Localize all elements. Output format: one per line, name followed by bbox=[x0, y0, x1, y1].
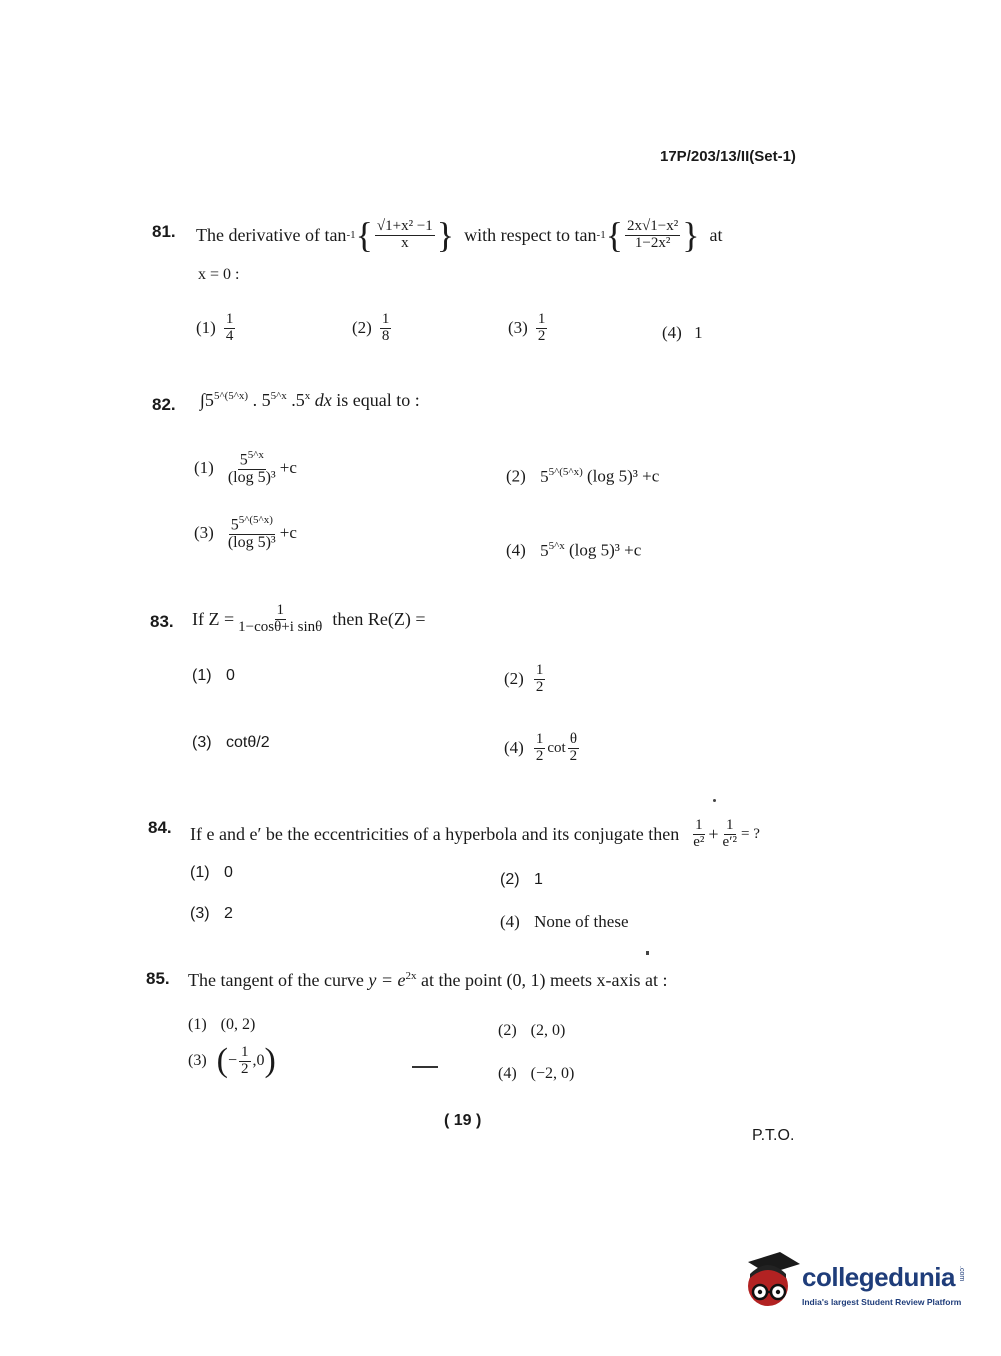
left-paren: ( bbox=[216, 1042, 228, 1079]
numerator: 1 bbox=[695, 817, 703, 833]
stem-text: = ? bbox=[740, 825, 760, 842]
option-3[interactable] bbox=[190, 905, 233, 923]
question-82-stem bbox=[200, 390, 420, 411]
numerator: 1 bbox=[537, 311, 546, 327]
exponent: 5^x bbox=[270, 390, 287, 402]
collegedunia-wordmark: collegedunia bbox=[802, 1262, 955, 1292]
option-4[interactable] bbox=[504, 732, 581, 765]
option-text: (log 5)³ +c bbox=[564, 540, 642, 560]
stem-text: is equal to : bbox=[331, 390, 420, 410]
fraction bbox=[236, 603, 324, 636]
numerator: 1 bbox=[726, 817, 734, 833]
option-label: (2) bbox=[504, 669, 524, 689]
stem-text: If e and e′ be the eccentricities of a hyperbola and its conjugate then bbox=[190, 823, 680, 844]
numerator bbox=[238, 450, 266, 470]
exponent: 5^(5^x) bbox=[213, 390, 249, 402]
question-number: 83. bbox=[150, 612, 174, 631]
option-text: cotθ/2 bbox=[226, 734, 270, 751]
option-text: (0, 2) bbox=[220, 1016, 256, 1033]
option-text: (2, 0) bbox=[530, 1022, 566, 1039]
option-label: (3) bbox=[188, 1052, 207, 1069]
right-paren: ) bbox=[264, 1042, 276, 1079]
option-2[interactable] bbox=[500, 871, 543, 889]
option-label: (2) bbox=[500, 871, 520, 888]
exponent: 2x bbox=[405, 970, 417, 982]
fraction bbox=[534, 732, 546, 765]
option-label: (1) bbox=[192, 667, 212, 684]
exponent: 5^(5^x) bbox=[548, 466, 583, 478]
page-number: ( 19 ) bbox=[444, 1112, 482, 1129]
stem-text: .5 bbox=[286, 390, 305, 410]
collegedunia-tagline: India's largest Student Review Platform bbox=[802, 1297, 962, 1307]
question-85-stem bbox=[188, 970, 667, 991]
fraction bbox=[226, 515, 278, 552]
option-1[interactable] bbox=[188, 1016, 255, 1034]
numerator: 1 bbox=[241, 1043, 249, 1060]
scan-speck bbox=[713, 799, 716, 802]
fraction bbox=[691, 818, 706, 851]
right-brace: } bbox=[436, 215, 455, 255]
numerator bbox=[229, 515, 275, 535]
operator: + bbox=[708, 823, 719, 844]
equation: y = e bbox=[368, 970, 406, 990]
option-4[interactable] bbox=[662, 323, 703, 343]
option-text: 0 bbox=[224, 864, 233, 881]
option-1[interactable] bbox=[192, 667, 235, 685]
denominator: 1−cosθ+i sinθ bbox=[238, 618, 323, 635]
stem-text: at the point (0, 1) meets x-axis at : bbox=[416, 970, 668, 990]
option-1[interactable] bbox=[194, 450, 297, 487]
option-1[interactable] bbox=[190, 864, 233, 882]
option-label: (4) bbox=[500, 912, 520, 931]
constant: +c bbox=[279, 523, 297, 543]
collegedunia-domain: .com bbox=[958, 1266, 965, 1282]
denominator: e′² bbox=[722, 833, 737, 850]
denominator: 2 bbox=[537, 327, 546, 344]
option-2[interactable] bbox=[352, 312, 393, 345]
stem-text: If Z = bbox=[192, 608, 235, 629]
option-text: 2 bbox=[224, 905, 233, 922]
base: 5 bbox=[540, 466, 549, 486]
option-label: (2) bbox=[506, 466, 526, 486]
numerator: √1+x² −1 bbox=[376, 217, 433, 234]
option-3[interactable] bbox=[192, 734, 270, 752]
fraction bbox=[568, 732, 580, 765]
option-label: (4) bbox=[662, 323, 682, 342]
right-brace: } bbox=[682, 215, 700, 255]
option-label: (1) bbox=[194, 458, 214, 478]
denominator: e² bbox=[693, 833, 705, 850]
base: 5 bbox=[540, 540, 549, 560]
denominator: 2 bbox=[241, 1060, 249, 1077]
numerator: 1 bbox=[535, 662, 544, 678]
question-81-stem-line2: x = 0 : bbox=[198, 266, 240, 283]
option-text: ,0 bbox=[252, 1052, 265, 1069]
denominator: 8 bbox=[381, 327, 390, 344]
stem-text: ∫5 bbox=[200, 390, 214, 410]
numerator: 1 bbox=[225, 311, 234, 327]
option-3[interactable] bbox=[508, 312, 549, 345]
numerator: 1 bbox=[381, 311, 390, 327]
option-text: 1 bbox=[534, 871, 543, 888]
question-number: 81. bbox=[152, 222, 176, 241]
option-3[interactable] bbox=[188, 1044, 276, 1078]
numerator: 1 bbox=[535, 731, 544, 747]
fraction bbox=[375, 219, 435, 252]
sign: − bbox=[227, 1052, 238, 1069]
exponent: 5^x bbox=[548, 540, 565, 552]
inverse-superscript: -1 bbox=[596, 229, 606, 241]
denominator: 4 bbox=[225, 327, 234, 344]
fraction bbox=[224, 312, 236, 345]
fraction bbox=[625, 219, 680, 252]
denominator: 2 bbox=[535, 678, 544, 695]
option-2[interactable] bbox=[506, 466, 659, 487]
fraction bbox=[380, 312, 392, 345]
numerator: θ bbox=[569, 731, 577, 747]
option-2[interactable] bbox=[504, 663, 547, 696]
stem-text: then Re(Z) = bbox=[332, 608, 426, 629]
pto-label: P.T.O. bbox=[752, 1127, 795, 1144]
inverse-superscript: -1 bbox=[346, 229, 356, 241]
option-text: (−2, 0) bbox=[530, 1065, 575, 1082]
option-2[interactable] bbox=[498, 1022, 565, 1040]
option-text: cot bbox=[547, 739, 566, 756]
scan-dash bbox=[412, 1066, 438, 1068]
option-4[interactable] bbox=[498, 1065, 574, 1083]
option-label: (1) bbox=[196, 318, 216, 338]
fraction bbox=[239, 1045, 251, 1078]
option-1[interactable] bbox=[196, 312, 237, 345]
exponent: x bbox=[304, 390, 311, 402]
option-label: (2) bbox=[498, 1022, 517, 1039]
option-label: (3) bbox=[190, 905, 210, 922]
option-label: (1) bbox=[190, 864, 210, 881]
denominator: 2 bbox=[535, 747, 544, 764]
exponent: 5^x bbox=[247, 449, 264, 461]
fraction bbox=[536, 312, 548, 345]
constant: +c bbox=[279, 458, 297, 478]
question-number: 82. bbox=[152, 395, 176, 414]
exponent: 5^(5^x) bbox=[238, 514, 273, 526]
left-brace: { bbox=[355, 215, 373, 255]
stem-text: dx bbox=[310, 390, 332, 410]
fraction bbox=[534, 663, 546, 696]
denominator: x bbox=[401, 234, 409, 251]
option-label: (4) bbox=[504, 738, 524, 758]
numerator: 1 bbox=[276, 602, 284, 618]
option-text: 0 bbox=[226, 667, 235, 684]
fraction bbox=[226, 450, 278, 487]
stem-text: . 5 bbox=[248, 390, 271, 410]
option-label: (4) bbox=[498, 1065, 517, 1082]
denominator: (log 5)³ bbox=[227, 534, 276, 552]
option-label: (3) bbox=[192, 734, 212, 751]
collegedunia-logo-icon bbox=[740, 1248, 804, 1312]
option-3[interactable] bbox=[194, 515, 297, 552]
question-81-stem bbox=[196, 203, 722, 267]
option-label: (1) bbox=[188, 1016, 207, 1033]
stem-text: with respect to tan bbox=[464, 224, 597, 245]
option-text: 1 bbox=[694, 323, 703, 342]
option-label: (4) bbox=[506, 540, 526, 560]
question-number: 84. bbox=[148, 818, 172, 837]
question-84-stem bbox=[190, 818, 760, 851]
base: 5 bbox=[239, 451, 248, 469]
scan-speck bbox=[646, 951, 649, 955]
stem-text: The tangent of the curve bbox=[188, 970, 369, 990]
question-number: 85. bbox=[146, 969, 170, 988]
question-83-stem bbox=[192, 603, 425, 636]
base: 5 bbox=[230, 516, 239, 534]
option-label: (3) bbox=[194, 523, 214, 543]
left-brace: { bbox=[605, 215, 623, 255]
option-4[interactable] bbox=[500, 912, 629, 932]
option-label: (3) bbox=[508, 318, 528, 338]
fraction bbox=[721, 818, 739, 851]
option-text: (log 5)³ +c bbox=[582, 466, 660, 486]
denominator: 1−2x² bbox=[634, 234, 671, 251]
stem-text: at bbox=[709, 224, 723, 245]
paper-code: 17P/203/13/II(Set-1) bbox=[660, 148, 796, 165]
denominator: (log 5)³ bbox=[227, 469, 276, 487]
denominator: 2 bbox=[569, 747, 578, 764]
option-4[interactable] bbox=[506, 540, 641, 561]
option-label: (2) bbox=[352, 318, 372, 338]
stem-text: The derivative of tan bbox=[196, 224, 347, 245]
option-text: None of these bbox=[534, 912, 629, 931]
numerator: 2x√1−x² bbox=[627, 217, 679, 234]
